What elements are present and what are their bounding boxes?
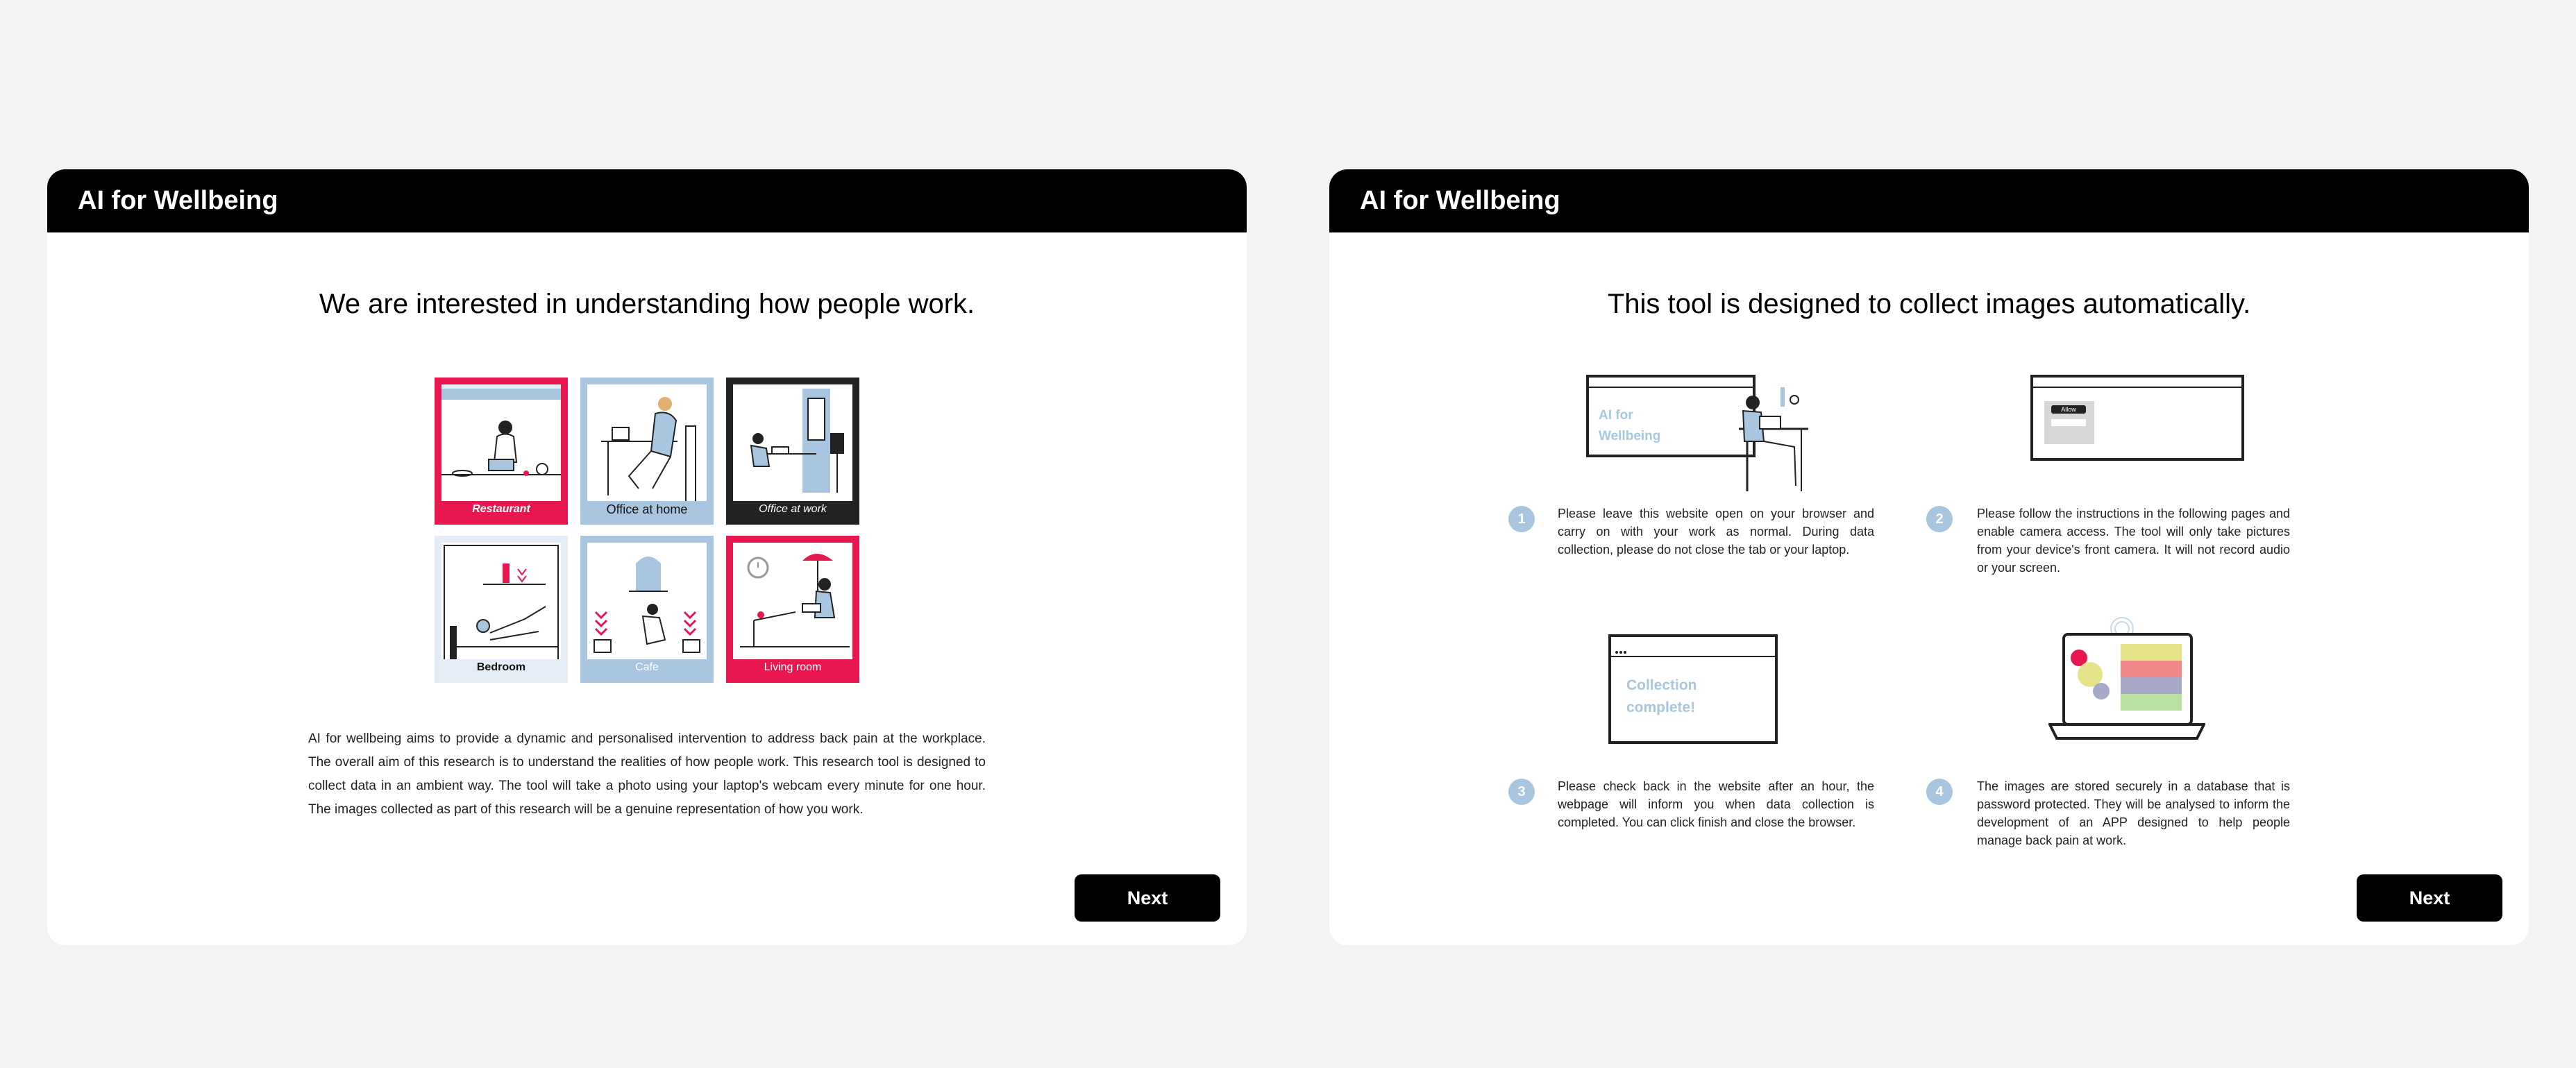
step-4-text: The images are stored securely in a database that is password protected. They will be analysed to inform the development of an APP designed to help people manage back pain at work.: [1977, 779, 2290, 847]
instructions-card: [1329, 169, 2529, 945]
tile-label: Cafe: [635, 661, 659, 673]
allow-text: Allow: [2061, 406, 2076, 413]
tile-label: Bedroom: [476, 661, 526, 673]
step-3-illustration: [1608, 634, 1779, 745]
tile-bedroom: [435, 536, 568, 683]
tile-label: Restaurant: [472, 503, 530, 515]
workplace-tiles: [435, 378, 861, 683]
tile-office-home: [580, 378, 714, 525]
card-header: AI for Wellbeing: [1329, 169, 2529, 232]
step-1-illustration: [1586, 375, 1812, 493]
restaurant-illustration: [441, 384, 561, 501]
next-button[interactable]: Next: [1075, 874, 1220, 922]
step-2-illustration: [2030, 375, 2246, 462]
bedroom-illustration: [441, 543, 561, 659]
step-3-image-text-line-1: Collection: [1626, 677, 1697, 693]
page-title: We are interested in understanding how people work.: [319, 289, 975, 319]
tile-office-work: [726, 378, 859, 525]
tile-label: Living room: [764, 661, 822, 673]
step-3-image-text-line-2: complete!: [1626, 700, 1696, 715]
tile-label: Office at home: [606, 502, 688, 516]
step-1-text: Please leave this website open on your browser and carry on with your work as normal. During data collection, please do not close the tab or your laptop.: [1558, 507, 1874, 557]
page-title: This tool is designed to collect images automatically.: [1607, 289, 2251, 319]
tile-label: Office at work: [759, 503, 827, 515]
step-1-number: 1: [1508, 506, 1535, 532]
step-2-number: 2: [1926, 506, 1953, 532]
cafe-illustration: [587, 543, 707, 659]
step-3-text: Please check back in the website after an hour, the webpage will inform you when data collection is completed. You can click finish and close the browser.: [1558, 779, 1874, 829]
tile-cafe: [580, 536, 714, 683]
step-4-number: 4: [1926, 779, 1953, 805]
step-4-illustration: [2048, 615, 2205, 747]
step-2-text: Please follow the instructions in the following pages and enable camera access. The tool will only take pictures from your device's front camera. It will not record audio or your screen.: [1977, 507, 2290, 575]
intro-card: [47, 169, 1247, 945]
card-header: AI for Wellbeing: [47, 169, 1247, 232]
office-home-illustration: [587, 384, 707, 501]
tile-living-room: [726, 536, 859, 683]
tile-restaurant: [435, 378, 568, 525]
office-work-illustration: [733, 384, 852, 501]
step-1-image-text-line-1: AI for: [1599, 408, 1633, 423]
living-room-illustration: [733, 543, 852, 659]
step-3-number: 3: [1508, 779, 1535, 805]
next-button[interactable]: Next: [2357, 874, 2502, 922]
step-1-image-text-line-2: Wellbeing: [1599, 429, 1661, 443]
intro-paragraph: AI for wellbeing aims to provide a dynamic and personalised intervention to address back pain at the workplace. The overall aim of this research is to understand the realities of how people work. This research tool is designed to collect data in an ambient way. The tool will take a photo using your laptop's webcam every minute for one hour. The images collected as part of this research will be a genuine representation of how you work.: [308, 731, 986, 817]
